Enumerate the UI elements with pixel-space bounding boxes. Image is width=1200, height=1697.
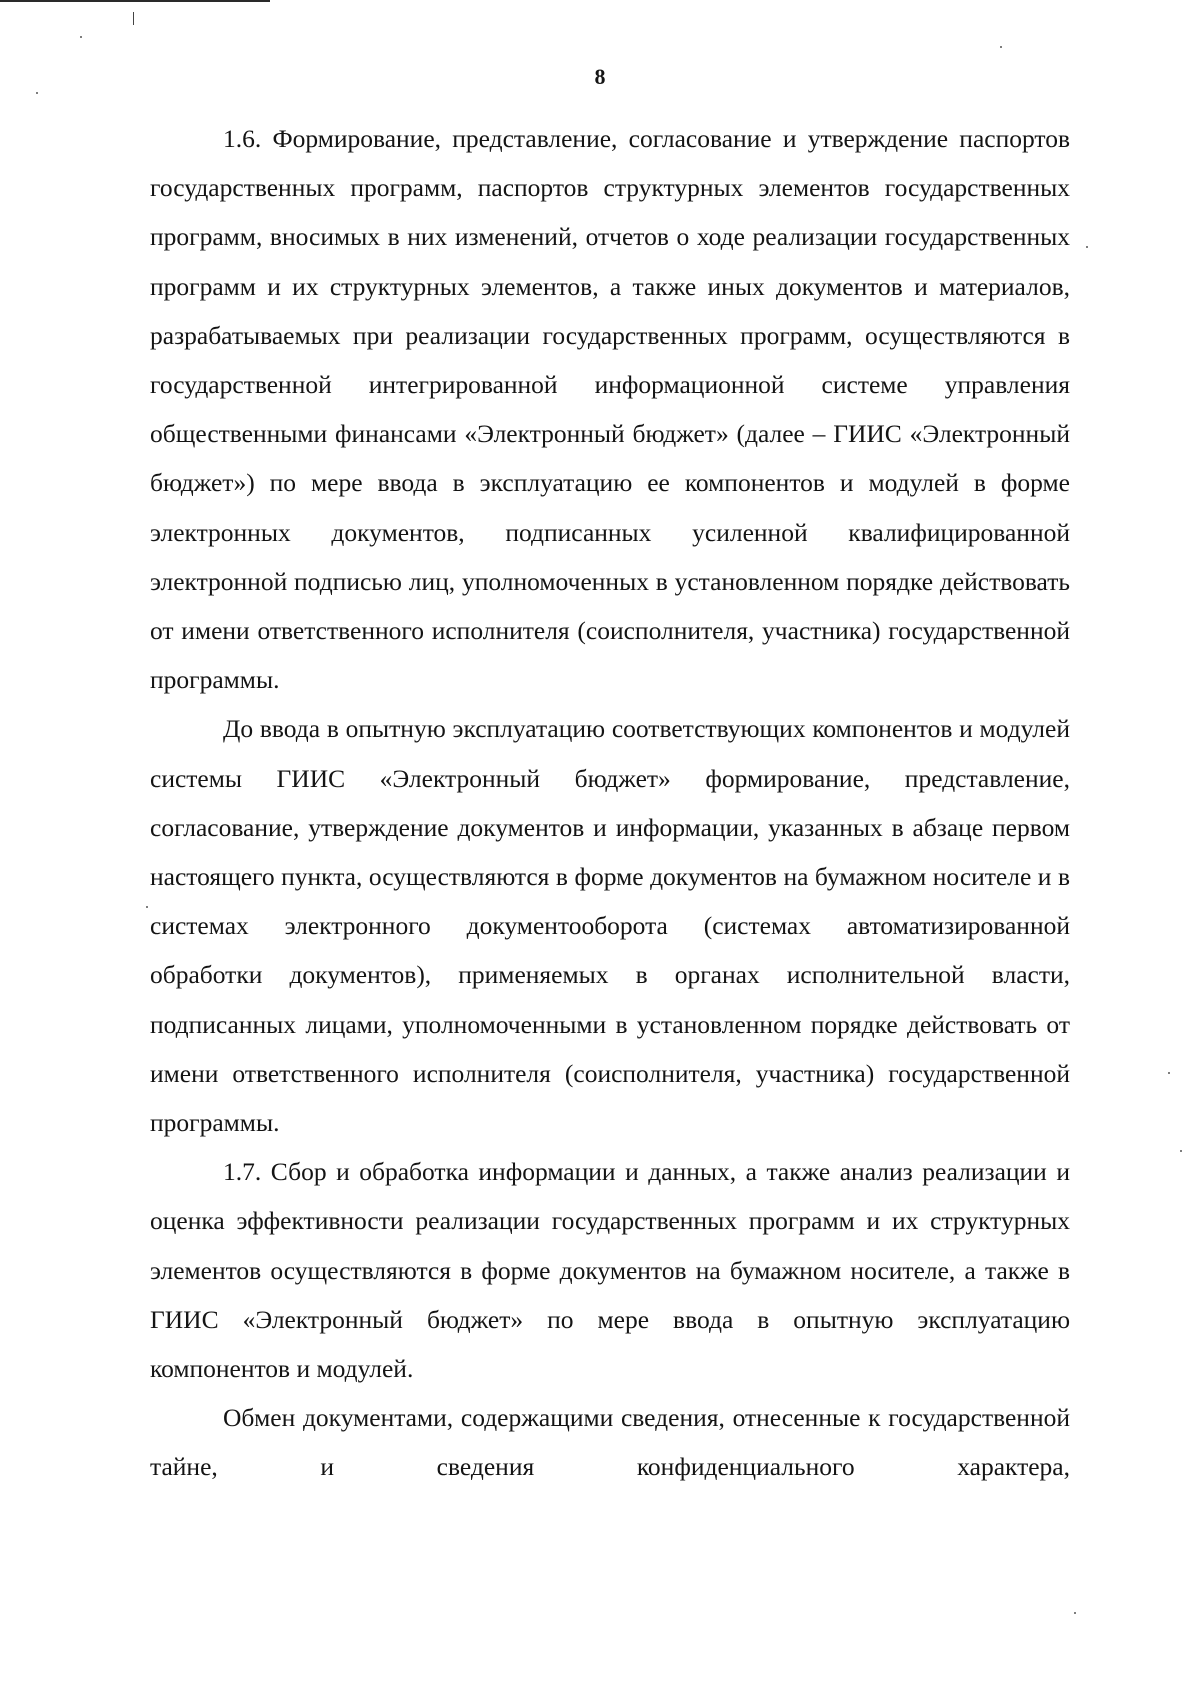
scan-speck (80, 36, 82, 38)
scan-speck (1000, 46, 1002, 48)
scan-speck (1074, 1612, 1076, 1614)
scan-edge-line (0, 0, 270, 2)
scan-speck (36, 92, 38, 94)
paragraph-1-7: 1.7. Сбор и обработка информации и данных, а также анализ реализации и оценка эффективности реализации государственных программ и их структурных элементов осуществляются в форме документов на бумажном носителе, а также в ГИИС «Электронный бюджет» по мере ввода в опытную эксплуатацию компонентов и модулей. (150, 1157, 1070, 1384)
scan-speck (1086, 246, 1088, 248)
page-number: 8 (594, 64, 606, 89)
paragraph-pre-operation: До ввода в опытную эксплуатацию соответствующих компонентов и модулей системы ГИИС «Электронный бюджет» формирование, представление, согласование, утверждение документов и информации, указанных в абзаце первом настоящего пункта, осуществляются в форме документов на бумажном носителе и в системах электронного документооборота (системах автоматизированной обработки документов), применяемых в органах исполнительной власти, подписанных лицами, уполномоченными в установленном порядке действовать от имени ответственного исполнителя (соисполнителя, участника) государственной программы. (150, 714, 1070, 1138)
scan-speck (146, 906, 148, 908)
document-body (150, 114, 1070, 1492)
paragraph-1-6: 1.6. Формирование, представление, согласование и утверждение паспортов государственных программ, паспортов структурных элементов государственных программ, вносимых в них изменений, отчетов о ходе реализации государственных программ и их структурных элементов, а также иных документов и материалов, разрабатываемых при реализации государственных программ, осуществляются в государственной интегрированной информационной системе управления общественными финансами «Электронный бюджет» (далее – ГИИС «Электронный бюджет») по мере ввода в эксплуатацию ее компонентов и модулей в форме электронных документов, подписанных усиленной квалифицированной электронной подписью лиц, уполномоченных в установленном порядке действовать от имени ответственного исполнителя (соисполнителя, участника) государственной программы. (150, 124, 1070, 695)
scan-speck (1180, 1150, 1182, 1152)
scan-speck (1168, 1072, 1170, 1074)
paragraph-document-exchange: Обмен документами, содержащими сведения, отнесенные к государственной тайне, и сведения конфиденциального характера, (150, 1403, 1070, 1482)
scan-mark (133, 12, 134, 25)
